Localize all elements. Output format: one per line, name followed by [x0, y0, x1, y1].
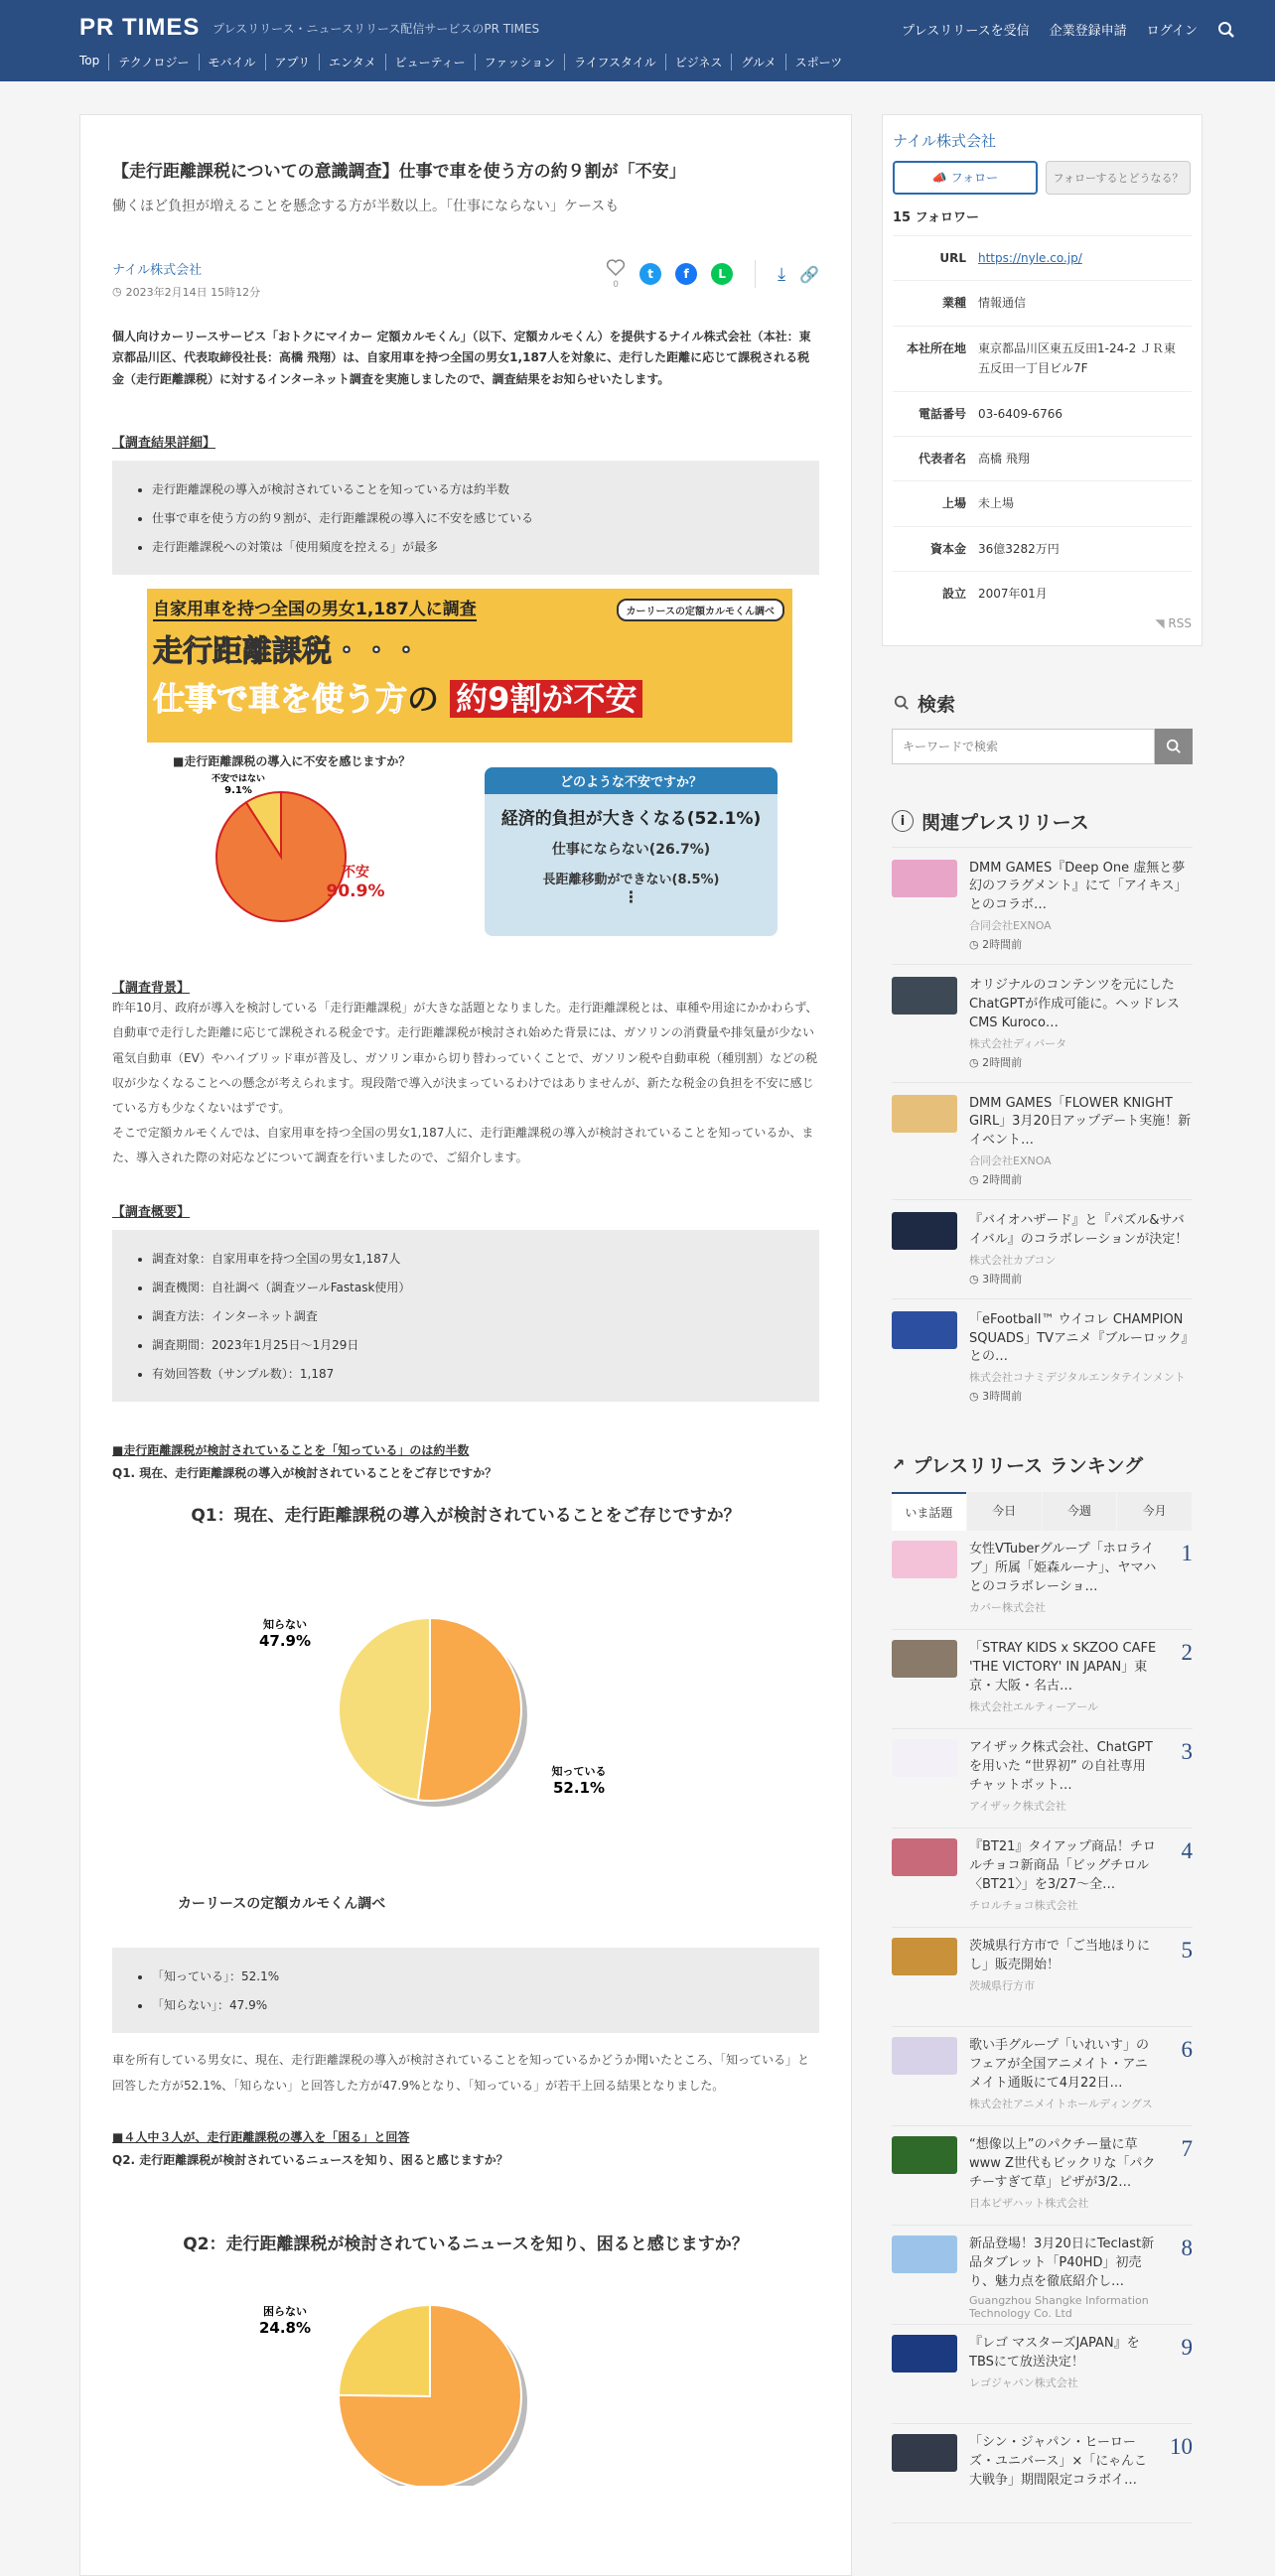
- info-key: 資本金: [929, 541, 966, 556]
- pie-slice: [339, 2305, 430, 2396]
- ranking-item[interactable]: [892, 2226, 1193, 2325]
- related-company: 株式会社カプコン: [969, 1253, 1057, 1267]
- ranking-company: Guangzhou Shangke Information Technology Co. Ltd: [969, 2293, 1149, 2320]
- article-body: [79, 114, 852, 2576]
- ranking-body: [969, 1739, 1158, 1818]
- info-key: URL: [939, 251, 966, 265]
- search-icon[interactable]: [1217, 21, 1235, 39]
- list-item: • 調査機関：自社調べ（調査ツールFastask使用）: [152, 1279, 779, 1295]
- search-title: 検索: [918, 693, 956, 716]
- ranking-number: 4: [1181, 1838, 1193, 1864]
- ranking-company: 茨城県行方市: [969, 1979, 1035, 1993]
- ranking-thumbnail: [892, 1838, 957, 1876]
- pie-value-no: 9.1%: [224, 785, 252, 797]
- clock-icon: ◷: [969, 1173, 983, 1187]
- related-title: 関連プレスリリース: [921, 811, 1089, 834]
- q1-label-no: 知らない: [263, 1617, 307, 1631]
- pie-chart-q2: [339, 2305, 527, 2486]
- time-text: 2時間前: [982, 938, 1023, 952]
- related-thumbnail: [892, 1095, 957, 1133]
- list-item: • 調査対象：自家用車を持つ全国の男女1,187人: [152, 1250, 779, 1267]
- download-icon[interactable]: ⤓: [778, 263, 786, 285]
- ranking-thumbnail: [892, 1541, 957, 1578]
- q2-label-no: 困らない: [263, 2305, 307, 2319]
- info-value: 高橋 飛翔: [978, 451, 1030, 466]
- twitter-icon[interactable]: t: [639, 263, 661, 285]
- q1-chart: [112, 1501, 819, 1948]
- login-link[interactable]: ログイン: [1146, 24, 1198, 39]
- pie-chart-q1: [339, 1618, 527, 1807]
- follow-row: [893, 161, 1192, 195]
- list-item: • 調査期間：2023年1月25日～1月29日: [152, 1336, 779, 1353]
- related-company: 株式会社ディバータ: [969, 1036, 1067, 1050]
- megaphone-icon: 📣: [931, 171, 951, 185]
- q1-heading: ■走行距離課税が検討されていることを「知っている」のは約半数: [112, 1442, 470, 1457]
- related-thumbnail: [892, 1311, 957, 1349]
- banner-survey-text: 自家用車を持つ全国の男女1,187人に調査: [153, 595, 477, 621]
- time-text: 2時間前: [982, 1055, 1023, 1069]
- ranking-title-text: アイザック株式会社、ChatGPTを用いた “世界初” の自社専用チャットボット…: [969, 1740, 1153, 1794]
- line-icon[interactable]: L: [711, 263, 733, 285]
- info-row: [893, 326, 1192, 391]
- receive-link[interactable]: プレスリリースを受信: [902, 24, 1030, 39]
- related-item[interactable]: [892, 1082, 1193, 1200]
- ranking-number: 9: [1181, 2335, 1193, 2361]
- banner-question: ■走行距離課税の導入に不安を感じますか？: [173, 754, 411, 769]
- highlight-box: [112, 461, 819, 575]
- site-tagline: プレスリリース・ニュースリリース配信サービスのPR TIMES: [212, 22, 540, 36]
- pie-value-yes: 90.9%: [326, 881, 385, 902]
- search-section-title: [882, 690, 1203, 717]
- company-name[interactable]: ナイル株式会社: [893, 132, 996, 150]
- pie-slice: [339, 1618, 430, 1800]
- ranking-thumbnail: [892, 2236, 957, 2273]
- section-heading: 【調査結果詳細】: [112, 436, 216, 452]
- category-link[interactable]: モバイル: [199, 54, 265, 70]
- info-key: 代表者名: [918, 451, 966, 466]
- list-item: • 走行距離課税の導入が検討されていることを知っている方は約半数: [152, 480, 779, 497]
- related-section-title: [882, 808, 1203, 835]
- info-row: [893, 391, 1192, 436]
- ranking-item[interactable]: [892, 1531, 1193, 1630]
- ranking-title-text: 茨城県行方市で「ご当地ほりにし」販売開始！: [969, 1939, 1151, 1973]
- ranking-number: 5: [1181, 1938, 1193, 1964]
- category-link[interactable]: スポーツ: [785, 54, 852, 70]
- article-meta: [112, 259, 819, 299]
- anxiety-bubble: [485, 767, 778, 936]
- q2-pie-svg: [251, 2287, 648, 2486]
- company-url-link[interactable]: https://nyle.co.jp/: [978, 251, 1082, 265]
- info-value: 03-6409-6766: [978, 406, 1063, 421]
- info-row: [893, 235, 1192, 280]
- follower-count: 15 フォロワー: [893, 210, 979, 225]
- infographic-banner: [147, 589, 792, 941]
- ranking-title: プレスリリース ランキング: [913, 1455, 1144, 1478]
- related-thumbnail: [892, 1212, 957, 1250]
- info-key: 電話番号: [918, 406, 966, 421]
- ranking-thumbnail: [892, 2136, 957, 2174]
- ranking-title-text: 「STRAY KIDS x SKZOO CAFE 'THE VICTORY' IN JAPAN」東京・大阪・名古…: [969, 1641, 1157, 1695]
- related-time: [969, 1054, 1193, 1070]
- article-title: 【走行距離課税についての意識調査】仕事で車を使う方の約９割が「不安」: [112, 162, 686, 182]
- lead-paragraph: 個人向けカーリースサービス「おトクにマイカー 定額カルモくん」（以下、定額カルモくん）を提供するナイル株式会社（本社：東京都品川区、代表取締役社長：高橋 飛翔）は、自家用車を持つ全国の男女1,187人を対象に、走行した距離に応じて課税される税金（走行距離課税）に対するインターネット調査を実施しましたので、調査結果をお知らせいたします。: [112, 329, 811, 386]
- site-logo[interactable]: PR TIMES: [79, 14, 201, 41]
- related-title-text: 『バイオハザード』と『パズル&サバイバル』のコラボレーションが決定！: [969, 1213, 1189, 1247]
- ranking-number: 1: [1181, 1541, 1193, 1566]
- ranking-body: [969, 1938, 1158, 2016]
- info-value: 2007年01月: [978, 587, 1048, 602]
- banner-red-text: 仕事で車を使う方: [153, 680, 408, 719]
- ranking-company: アイザック株式会社: [969, 1799, 1066, 1813]
- rss-label: RSS: [1168, 615, 1192, 630]
- date-text: 2023年2月14日 15時12分: [125, 285, 261, 299]
- ranking-number: 8: [1181, 2236, 1193, 2261]
- related-thumbnail: [892, 977, 957, 1015]
- like-button[interactable]: [606, 259, 626, 290]
- bubble-header: どのような不安ですか？: [485, 767, 778, 794]
- clock-icon: ◷: [969, 1055, 983, 1069]
- related-company: 合同会社EXNOA: [969, 1154, 1052, 1168]
- sidebar: [882, 114, 1203, 2523]
- q2-question: Q2. 走行距離課税が検討されているニュースを知り、困ると感じますか？: [112, 2153, 508, 2168]
- q2-chart-title: Q2：走行距離課税が検討されているニュースを知り、困ると感じますか？: [183, 2235, 749, 2255]
- site-header: [0, 0, 1275, 81]
- register-link[interactable]: 企業登録申請: [1049, 24, 1127, 39]
- ranking-title-text: “想像以上”のパクチー量に草www Z世代もビックリな「パクチーすぎて草」ピザが3/2…: [969, 2137, 1156, 2191]
- background-paragraph: そこで定額カルモくんでは、自家用車を持つ全国の男女1,187人に、走行距離課税の導入が検討されていることを知っているか、また、導入された際の対応などについて調査を行いましたので、ご紹介します。: [112, 1126, 814, 1165]
- clock-icon: ◷: [969, 938, 983, 952]
- ranking-number: 6: [1181, 2037, 1193, 2063]
- q1-question: Q1. 現在、走行距離課税の導入が検討されていることをご存じですか？: [112, 1465, 497, 1480]
- follow-label: フォロー: [950, 171, 999, 185]
- follow-button[interactable]: [893, 161, 1038, 195]
- heart-icon: [606, 259, 626, 277]
- category-link[interactable]: Top: [79, 54, 100, 68]
- info-key: 本社所在地: [906, 340, 966, 355]
- ranking-title-text: 「シン・ジャパン・ヒーローズ・ユニバース」×「にゃんこ大戦争」期間限定コラボイ…: [969, 2435, 1147, 2489]
- company-link[interactable]: ナイル株式会社: [112, 262, 203, 278]
- info-row: [893, 480, 1192, 525]
- q1-paragraph: 車を所有している男女に、現在、走行距離課税の導入が検討されていることを知っているかどうか聞いたところ、「知っている」と回答した方が52.1%、「知らない」と回答した方が47.9%となり、「知っている」が若干上回る結果となりました。: [112, 2052, 810, 2093]
- ranking-number: 7: [1181, 2136, 1193, 2162]
- section-heading: 【調査概要】: [112, 1204, 191, 1220]
- ranking-section-title: [882, 1451, 1203, 1478]
- divider: [755, 260, 756, 288]
- ranking-thumbnail: [892, 1640, 957, 1678]
- info-value: 36億3282万円: [978, 541, 1060, 556]
- header-nav: [902, 20, 1235, 39]
- ranking-item[interactable]: [892, 1829, 1193, 1928]
- q2-value-no: 24.8%: [258, 2319, 312, 2338]
- info-value: 情報通信: [978, 296, 1027, 311]
- ranking-thumbnail: [892, 2335, 957, 2373]
- time-text: 3時間前: [982, 1272, 1023, 1286]
- ranking-thumbnail: [892, 2434, 957, 2472]
- q1-value-no: 47.9%: [258, 1631, 312, 1650]
- list-item: • 「知っている」：52.1%: [152, 1967, 779, 1984]
- ranking-body: [969, 1541, 1158, 1619]
- ranking-body: [969, 2335, 1158, 2413]
- pie-chart-anxiety: [216, 792, 346, 921]
- tab-month[interactable]: 今月: [1117, 1492, 1192, 1531]
- list-item: • 仕事で車を使う方の約９割が、走行距離課税の導入に不安を感じている: [152, 509, 779, 526]
- ranking-body: [969, 1838, 1158, 1917]
- time-text: 2時間前: [982, 1173, 1023, 1187]
- ranking-item[interactable]: [892, 1630, 1193, 1729]
- related-time: [969, 1271, 1193, 1287]
- article-subtitle: 働くほど負担が増えることを懸念する方が半数以上。「仕事にならない」ケースも: [112, 198, 620, 214]
- info-key: 業種: [941, 296, 966, 311]
- ranking-company: チロルチョコ株式会社: [969, 1898, 1078, 1912]
- ranking-body: [969, 1640, 1158, 1718]
- search-form: [892, 729, 1193, 764]
- ranking-item[interactable]: [892, 1928, 1193, 2027]
- company-card: [882, 114, 1203, 646]
- share-bar: [606, 259, 819, 290]
- q2-heading: ■４人中３人が、走行距離課税の導入を「困る」と回答: [112, 2130, 410, 2145]
- time-text: 3時間前: [982, 1390, 1023, 1404]
- ranking-item[interactable]: [892, 2424, 1193, 2523]
- ranking-title-text: 『BT21』タイアップ商品！チロルチョコ新商品「ビッグチロル〈BT21〉」を3/27～全…: [969, 1839, 1156, 1893]
- search-icon: [1166, 739, 1182, 754]
- info-row: [893, 571, 1192, 615]
- rss-icon: ◥: [1155, 615, 1169, 630]
- ranking-company: 日本ピザハット株式会社: [969, 2196, 1089, 2210]
- clock-icon: ◷: [112, 285, 122, 298]
- category-link[interactable]: ビジネス: [665, 54, 732, 70]
- related-item[interactable]: [892, 1199, 1193, 1298]
- banner-badge: カーリースの定額カルモくん調べ: [617, 599, 785, 621]
- ranking-number: 2: [1181, 1640, 1193, 1666]
- ranking-thumbnail: [892, 1739, 957, 1777]
- related-title-text: オリジナルのコンテンツを元にしたChatGPTが作成可能に。ヘッドレスCMS Kuroco…: [969, 978, 1180, 1030]
- rss-link[interactable]: [893, 616, 1192, 630]
- search-input[interactable]: [892, 729, 1155, 764]
- list-item: • 有効回答数（サンプル数）：1,187: [152, 1365, 779, 1382]
- info-row: [893, 526, 1192, 571]
- bubble-more: ⋮: [623, 887, 639, 907]
- related-item[interactable]: [892, 964, 1193, 1082]
- info-value: 東京都品川区東五反田1-24-2 ＪＲ東五反田一丁目ビル7F: [978, 340, 1177, 376]
- q1-chart-source: カーリースの定額カルモくん調べ: [178, 1895, 386, 1912]
- ranking-title-text: 女性VTuberグループ「ホロライブ」所属「姫森ルーナ」、ヤマハとのコラボレーショ…: [969, 1542, 1157, 1595]
- ranking-thumbnail: [892, 1938, 957, 1975]
- ranking-company: 株式会社エルティーアール: [969, 1699, 1099, 1713]
- info-key: 上場: [941, 496, 966, 511]
- related-list: [892, 847, 1193, 1417]
- q1-pie-svg: [251, 1600, 648, 1838]
- bubble-item: 長距離移動ができない(8.5%): [542, 873, 720, 888]
- category-link[interactable]: テクノロジー: [108, 54, 198, 70]
- ranking-item[interactable]: [892, 2126, 1193, 2226]
- banner-main: [153, 674, 642, 720]
- clock-icon: ◷: [969, 1272, 983, 1286]
- category-nav: [79, 54, 851, 70]
- related-time: [969, 936, 1193, 952]
- ranking-body: [969, 2037, 1158, 2115]
- ranking-body: [969, 2434, 1158, 2512]
- ranking-title-text: 歌い手グループ「いれいす」のフェアが全国アニメイト・アニメイト通販にて4月22日…: [969, 2038, 1149, 2092]
- ranking-body: [969, 2136, 1158, 2215]
- search-submit-button[interactable]: [1155, 729, 1193, 764]
- ranking-company: レゴジャパン株式会社: [969, 2376, 1078, 2390]
- background-paragraph: 昨年10月、政府が導入を検討している「走行距離課税」が大きな話題となりました。走行距離課税とは、車種や用途にかかわらず、自動車で走行した距離に応じて課税される税金です。走行距離課税が検討され始めた背景には、ガソリンの消費量や排気量が少ない電気自動車（EV）やハイブリッド車が普及し、ガソリン車から切り替わっていくことで、ガソリン税や自動車税（種別割）などの税収が少なくなることへの懸念が考えられます。現段階で導入が決まっているわけではありませんが、新たな税金の負担を不安に感じている方も少なくないはずです。: [112, 1001, 818, 1116]
- clock-icon: ◷: [969, 1390, 983, 1404]
- ranking-item[interactable]: [892, 2027, 1193, 2126]
- pie-label-no: 不安ではない: [211, 774, 266, 785]
- q1-value-yes: 52.1%: [552, 1778, 606, 1797]
- list-item: • 調査方法：インターネット調査: [152, 1307, 779, 1324]
- related-title-text: DMM GAMES『Deep One 虚無と夢幻のフラグメント』にて「アイキス」とのコラボ…: [969, 860, 1188, 913]
- tab-today[interactable]: 今日: [967, 1492, 1042, 1531]
- ranking-number: 10: [1170, 2434, 1193, 2460]
- related-company: 合同会社EXNOA: [969, 919, 1052, 933]
- ranking-tabs: [892, 1492, 1193, 1531]
- info-key: 設立: [941, 587, 966, 602]
- search-icon: [894, 695, 910, 711]
- category-link[interactable]: ファッション: [475, 54, 565, 70]
- banner-top: [147, 589, 792, 743]
- ranking-title-text: 『レゴ マスターズJAPAN』をTBSにて放送決定！: [969, 2336, 1140, 2371]
- related-title-text: DMM GAMES「FLOWER KNIGHT GIRL」3月20日アップデート実施！新イベント…: [969, 1095, 1192, 1149]
- follow-help-button[interactable]: フォローするとどうなる？: [1046, 161, 1191, 195]
- related-title-text: 「eFootball™ ウイコレ CHAMPION SQUADS」TVアニメ『ブルーロック』との…: [969, 1311, 1189, 1365]
- banner-particle: の: [407, 680, 440, 719]
- trend-icon: ↗: [892, 1455, 906, 1475]
- ranking-body: [969, 2236, 1158, 2320]
- ranking-item[interactable]: [892, 2325, 1193, 2424]
- overview-box: [112, 1230, 819, 1402]
- info-row: [893, 280, 1192, 325]
- info-icon: i: [892, 810, 914, 832]
- related-item[interactable]: [892, 1298, 1193, 1417]
- q1-label-yes: 知っている: [551, 1764, 607, 1778]
- info-value: 未上場: [978, 496, 1015, 511]
- link-icon[interactable]: 🔗: [799, 264, 819, 284]
- related-time: [969, 1171, 1193, 1187]
- related-thumbnail: [892, 860, 957, 897]
- ranking-number: 3: [1181, 1739, 1193, 1765]
- tab-week[interactable]: 今週: [1043, 1492, 1117, 1531]
- ranking-item[interactable]: [892, 1729, 1193, 1829]
- category-link[interactable]: ライフスタイル: [564, 54, 665, 70]
- ranking-list: [892, 1531, 1193, 2523]
- bubble-item: 仕事にならない(26.7%): [551, 842, 711, 859]
- ranking-company: カバー株式会社: [969, 1600, 1046, 1614]
- related-company: 株式会社コナミデジタルエンタテインメント: [969, 1371, 1186, 1385]
- q1-results-box: [112, 1948, 819, 2033]
- banner-highlight: 約9割が不安: [450, 680, 642, 718]
- info-row: [893, 436, 1192, 480]
- related-item[interactable]: [892, 847, 1193, 965]
- ranking-thumbnail: [892, 2037, 957, 2075]
- list-item: • 走行距離課税への対策は「使用頻度を控える」が最多: [152, 538, 779, 555]
- ranking-title-text: 新品登場！3月20日にTeclast新品タブレット「P40HD」初売り、魅力点を徹底紹介し…: [969, 2237, 1155, 2290]
- q2-chart: [112, 2188, 819, 2486]
- category-link[interactable]: アプリ: [265, 54, 320, 70]
- related-time: [969, 1388, 1193, 1404]
- section-heading: 【調査背景】: [112, 981, 191, 997]
- category-link[interactable]: ビューティー: [385, 54, 475, 70]
- bubble-item: 経済的負担が大きくなる(52.1%): [500, 809, 762, 830]
- pie-label-yes: 不安: [342, 865, 369, 881]
- ranking-company: 株式会社アニメイトホールディングス: [969, 2097, 1153, 2110]
- like-count: 0: [613, 279, 619, 290]
- category-link[interactable]: グルメ: [731, 54, 784, 70]
- facebook-icon[interactable]: f: [675, 263, 697, 285]
- category-link[interactable]: エンタメ: [319, 54, 385, 70]
- q1-chart-title: Q1：現在、走行距離課税の導入が検討されていることをご存じですか？: [191, 1505, 741, 1526]
- banner-headline: 走行距離課税・・・: [153, 634, 421, 670]
- banner-pie-chart: [187, 767, 385, 936]
- tab-trending[interactable]: いま話題: [892, 1492, 966, 1531]
- list-item: • 「知らない」：47.9%: [152, 1996, 779, 2013]
